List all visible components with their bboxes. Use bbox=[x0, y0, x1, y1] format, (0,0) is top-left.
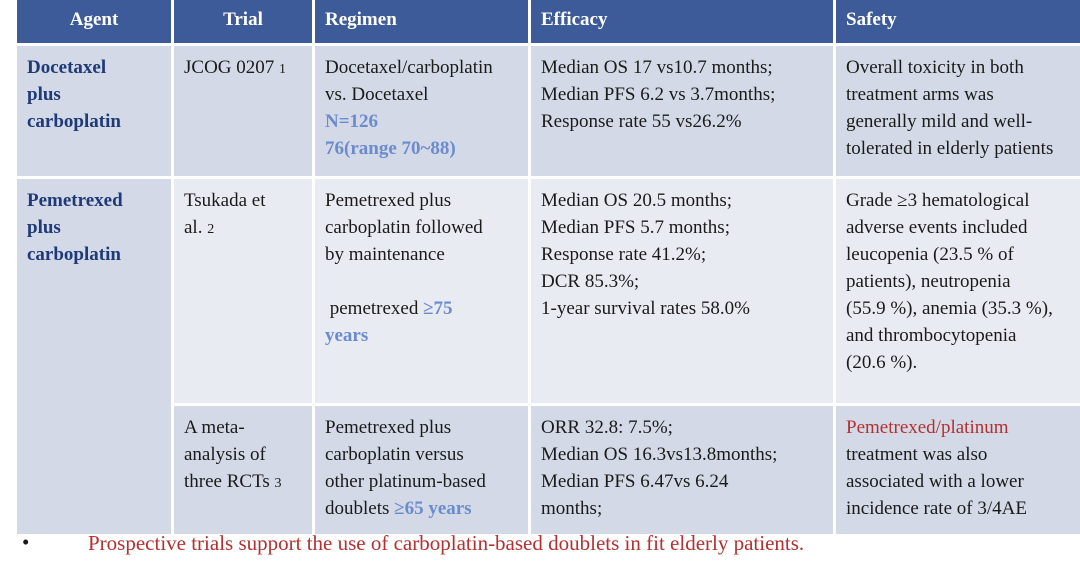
safety-line: treatment arms was bbox=[846, 84, 994, 105]
efficacy-line: Median OS 17 vs10.7 months; bbox=[541, 57, 773, 78]
table-row bbox=[17, 179, 1080, 403]
trial-name: A meta- bbox=[184, 417, 245, 438]
table-row bbox=[17, 406, 1080, 534]
regimen-line: carboplatin versus bbox=[325, 444, 464, 465]
regimen-line: carboplatin followed bbox=[325, 217, 483, 238]
regimen-line: other platinum-based bbox=[325, 471, 486, 492]
safety-line: Grade ≥3 hematological bbox=[846, 190, 1030, 211]
agent-name-line: carboplatin bbox=[27, 111, 121, 132]
safety-line: treatment was also bbox=[846, 444, 988, 465]
trial-name: Tsukada et bbox=[184, 190, 266, 211]
safety-line: Overall toxicity in both bbox=[846, 57, 1024, 78]
regimen-line: Docetaxel/carboplatin bbox=[325, 57, 493, 78]
efficacy-line: Response rate 41.2%; bbox=[541, 244, 707, 265]
trial-reference: 1 bbox=[279, 62, 287, 77]
regimen-line: Pemetrexed plus bbox=[325, 190, 452, 211]
safety-highlight: Pemetrexed/platinum bbox=[846, 417, 1009, 438]
safety-line: incidence rate of 3/4AE bbox=[846, 498, 1027, 519]
safety-line: associated with a lower bbox=[846, 471, 1024, 492]
conclusion-text: Prospective trials support the use of carboplatin-based doublets in fit elderly patients. bbox=[88, 531, 805, 555]
safety-line: patients), neutropenia bbox=[846, 271, 1011, 292]
regimen-highlight: ≥65 years bbox=[394, 498, 472, 519]
regimen-line: by maintenance bbox=[325, 244, 445, 265]
header-row bbox=[17, 0, 1080, 43]
regimen-highlight: N=126 bbox=[325, 111, 379, 132]
trial-reference: 2 bbox=[207, 222, 215, 237]
trial-cell bbox=[174, 406, 312, 534]
regimen-highlight: years bbox=[325, 325, 369, 346]
efficacy-line: Response rate 55 vs26.2% bbox=[541, 111, 742, 132]
regimen-highlight: 76(range 70~88) bbox=[325, 138, 456, 159]
bullet-icon: • bbox=[22, 530, 30, 554]
efficacy-cell bbox=[531, 406, 833, 534]
agent-name-line: Pemetrexed bbox=[27, 190, 123, 211]
efficacy-line: DCR 85.3%; bbox=[541, 271, 640, 292]
safety-line: (55.9 %), anemia (35.3 %), bbox=[846, 298, 1053, 319]
trial-name: al. bbox=[184, 217, 203, 238]
agent-cell bbox=[17, 46, 171, 176]
agent-name-line: Docetaxel bbox=[27, 57, 107, 78]
trials-table bbox=[14, 0, 1080, 537]
header-efficacy: Efficacy bbox=[531, 0, 833, 43]
header-regimen: Regimen bbox=[315, 0, 528, 43]
header-agent: Agent bbox=[17, 0, 171, 43]
trial-name: three RCTs bbox=[184, 471, 270, 492]
efficacy-line: months; bbox=[541, 498, 603, 519]
regimen-line: doublets bbox=[325, 498, 395, 519]
trial-reference: 3 bbox=[274, 476, 282, 491]
efficacy-cell bbox=[531, 179, 833, 403]
agent-name-line: plus bbox=[27, 217, 61, 238]
trial-name: JCOG 0207 bbox=[184, 57, 275, 78]
efficacy-line: 1-year survival rates 58.0% bbox=[541, 298, 750, 319]
regimen-line: Pemetrexed plus bbox=[325, 417, 452, 438]
safety-cell bbox=[836, 179, 1080, 403]
regimen-line: pemetrexed bbox=[325, 298, 424, 319]
safety-line: and thrombocytopenia bbox=[846, 325, 1017, 346]
table-row bbox=[17, 46, 1080, 176]
safety-cell bbox=[836, 406, 1080, 534]
regimen-cell bbox=[315, 179, 528, 403]
safety-line: leucopenia (23.5 % of bbox=[846, 244, 1014, 265]
safety-line: (20.6 %). bbox=[846, 352, 918, 373]
header-safety: Safety bbox=[836, 0, 1080, 43]
safety-line: tolerated in elderly patients bbox=[846, 138, 1054, 159]
efficacy-cell bbox=[531, 46, 833, 176]
agent-name-line: plus bbox=[27, 84, 61, 105]
regimen-highlight: ≥75 bbox=[423, 298, 453, 319]
regimen-cell bbox=[315, 46, 528, 176]
regimen-cell bbox=[315, 406, 528, 534]
efficacy-line: Median OS 16.3vs13.8months; bbox=[541, 444, 778, 465]
safety-line: adverse events included bbox=[846, 217, 1028, 238]
efficacy-line: Median PFS 6.2 vs 3.7months; bbox=[541, 84, 776, 105]
trial-name: analysis of bbox=[184, 444, 266, 465]
safety-cell bbox=[836, 46, 1080, 176]
safety-line: generally mild and well- bbox=[846, 111, 1033, 132]
efficacy-line: Median PFS 6.47vs 6.24 bbox=[541, 471, 729, 492]
header-trial: Trial bbox=[174, 0, 312, 43]
efficacy-line: Median PFS 5.7 months; bbox=[541, 217, 730, 238]
agent-name-line: carboplatin bbox=[27, 244, 121, 265]
efficacy-line: Median OS 20.5 months; bbox=[541, 190, 733, 211]
agent-cell bbox=[17, 179, 171, 534]
trial-cell bbox=[174, 46, 312, 176]
efficacy-line: ORR 32.8: 7.5%; bbox=[541, 417, 673, 438]
regimen-line: vs. Docetaxel bbox=[325, 84, 429, 105]
trial-cell bbox=[174, 179, 312, 403]
